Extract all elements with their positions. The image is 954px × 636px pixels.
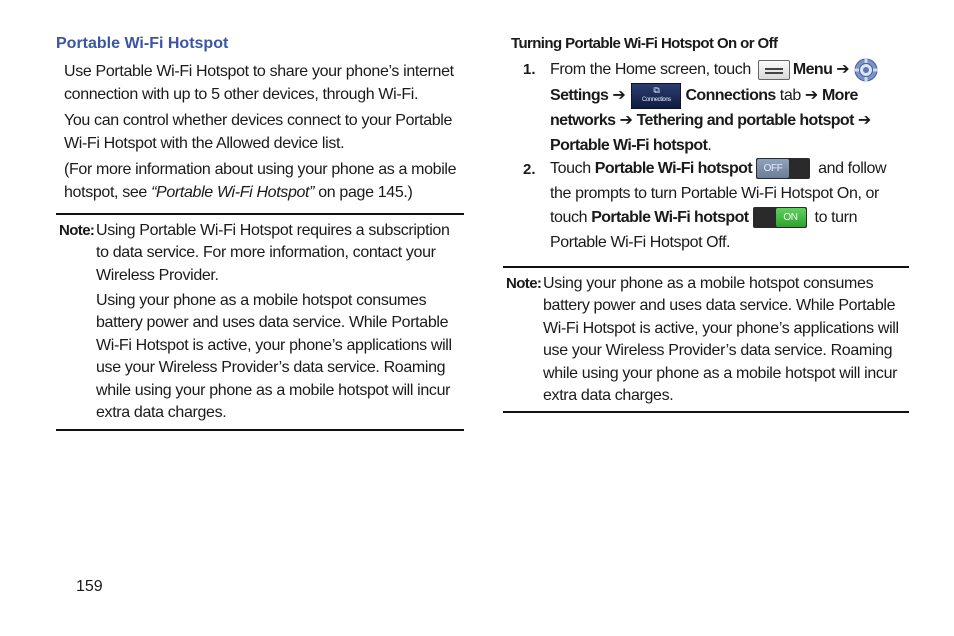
connections-label: Connections — [685, 87, 776, 105]
menu-label: Menu — [792, 61, 833, 79]
menu-key-icon — [758, 60, 790, 80]
note-label: Note: — [59, 222, 95, 239]
control-paragraph: You can control whether devices connect to your Portable Wi-Fi Hotspot with the Allowed device list. — [64, 112, 453, 152]
note-bottom-rule — [56, 429, 464, 431]
portable-hotspot-label: Portable Wi-Fi hotspot — [550, 136, 708, 154]
toggle-off-icon — [756, 158, 810, 179]
note-top-rule — [56, 213, 464, 215]
step-2-text — [550, 157, 910, 255]
step-number-1: 1. — [523, 61, 536, 78]
arrow-separator: ➔ — [832, 61, 854, 79]
portable-hotspot-label: Portable Wi-Fi hotspot — [591, 209, 749, 226]
note-text-subscription: Using Portable Wi-Fi Hotspot requires a subscription to data service. For more information, contact your Wireless Provider. — [96, 222, 450, 284]
note-label: Note: — [506, 275, 542, 292]
arrow-separator: ➔ — [608, 87, 630, 105]
note-text-battery: Using your phone as a mobile hotspot consumes battery power and uses data service. While Portable Wi-Fi Hotspot is active, your phone’s applications will use your Wireless Provider’s data service. Roaming while using your phone as a mobile hotspot will incur extra data charges. — [96, 292, 452, 422]
connections-icon-caption: Connections — [641, 97, 671, 103]
gear-icon — [853, 57, 879, 83]
step-2-end: to turn Portable Wi-Fi Hotspot Off. — [550, 209, 858, 251]
arrow-separator: ➔ — [804, 87, 822, 105]
arrow-separator: ➔ — [853, 112, 871, 129]
toggle-on-icon — [753, 207, 807, 228]
note-bottom-rule — [503, 411, 909, 413]
step-2-intro: Touch — [550, 160, 595, 177]
step-1-intro: From the Home screen, touch — [550, 61, 755, 79]
tethering-label: Tethering and portable hotspot — [636, 112, 854, 129]
step-number-2: 2. — [523, 161, 536, 178]
arrow-separator: ➔ — [615, 112, 637, 129]
settings-label: Settings — [550, 87, 609, 105]
connections-tab-icon: ⧉ Connections — [631, 83, 681, 109]
section-heading: Portable Wi-Fi Hotspot — [56, 35, 229, 52]
step-1-text — [550, 57, 910, 158]
toggle-on-label: ON — [776, 208, 806, 227]
toggle-off-label: OFF — [757, 159, 789, 178]
step-2-middle: and follow the prompts to turn Portable Wi-Fi Hotspot On, or touch — [550, 160, 887, 226]
tab-word: tab — [775, 87, 805, 105]
note-top-rule — [503, 266, 909, 268]
more-networks-label: More networks — [550, 87, 858, 129]
reference-text: (For more information about using your phone as a mobile hotspot, see — [64, 161, 457, 201]
page-number: 159 — [76, 578, 103, 595]
cross-reference-link[interactable]: “Portable Wi-Fi Hotspot” — [151, 184, 315, 201]
reference-paragraph — [64, 158, 464, 204]
subsection-heading: Turning Portable Wi-Fi Hotspot On or Off — [511, 35, 778, 52]
reference-page-text: on page 145.) — [314, 184, 413, 201]
portable-hotspot-label: Portable Wi-Fi hotspot — [594, 160, 753, 177]
step-1-end: . — [707, 136, 712, 154]
note-text-battery: Using your phone as a mobile hotspot consumes battery power and uses data service. While Portable Wi-Fi Hotspot is active, your phone’s applications will use your Wireless Provider’s data service. Roaming while using your phone as a mobile hotspot will incur extra data charges. — [543, 275, 899, 405]
intro-paragraph: Use Portable Wi-Fi Hotspot to share your phone’s internet connection with up to 5 other devices, through Wi-Fi. — [64, 63, 454, 103]
